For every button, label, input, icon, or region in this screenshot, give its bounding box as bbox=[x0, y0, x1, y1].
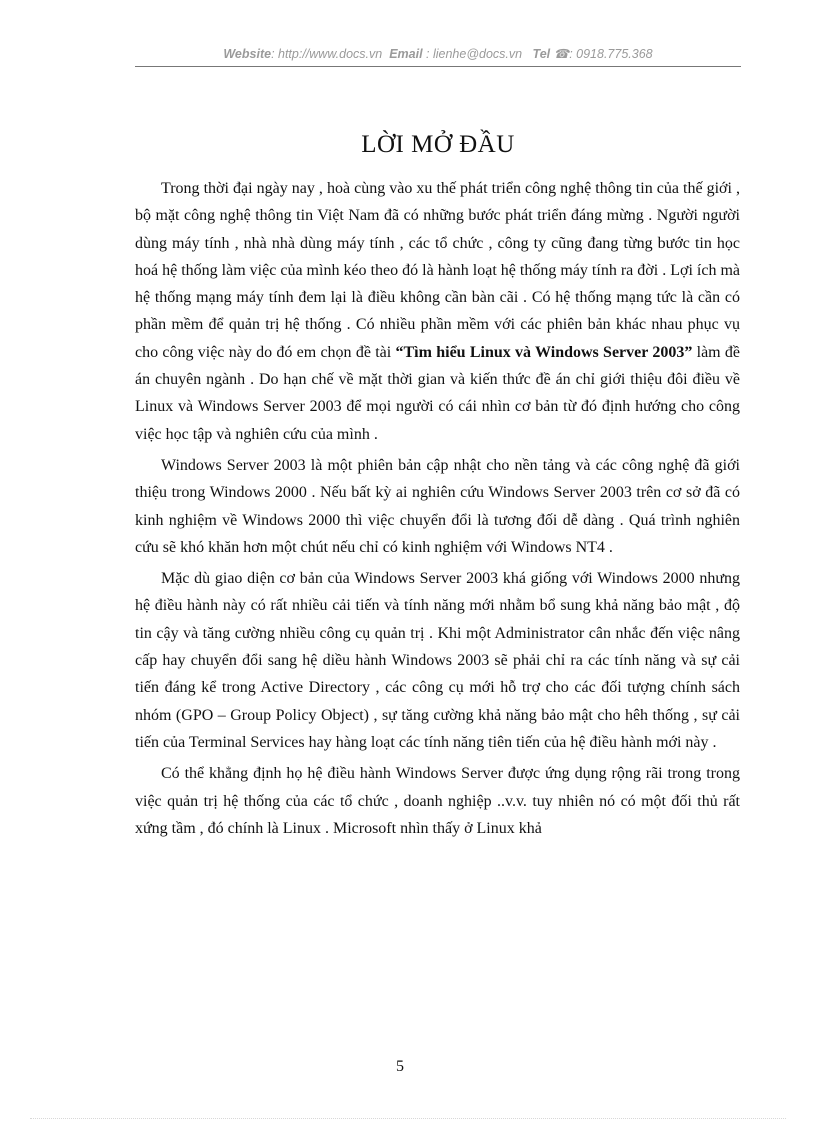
paragraph-1-text: Trong thời đại ngày nay , hoà cùng vào xu thế phát triển công nghệ thông tin của thế giới , bộ mặt công nghệ thông tin Việt Nam đã có những bước phát triển đáng mừng . Người người dùng máy tính , nhà nhà dùng máy tính , các tổ chức , công ty cũng đang từng bước tin học hoá hệ thống làm việc của mình kéo theo đó là hành loạt hệ thống máy tính ra đời . Lợi ích mà hệ thống mạng máy tính đem lại là điều không cần bàn cãi . Có hệ thống mạng tức là cần có phần mềm để quản trị hệ thống . Có nhiều phần mềm với các phiên bản khác nhau phục vụ cho công việc này do đó em chọn đề tài bbox=[135, 180, 740, 361]
email-label: Email bbox=[389, 47, 423, 61]
page-title: LỜI MỞ ĐẦU bbox=[361, 131, 515, 158]
paragraph-1-continued: làm đề án chuyên ngành . Do hạn chế về mặt thời gian và kiến thức đề án chỉ giới thiệu đôi điều về Linux và Windows Server 2003 để mọi người có cái nhìn cơ bản từ đó định hướng cho công việc học tập và nghiên cứu của mình . bbox=[135, 343, 740, 443]
topic-title: “Tìm hiểu Linux và Windows Server 2003” bbox=[395, 343, 693, 361]
website-label: Website bbox=[223, 47, 272, 61]
page-header bbox=[135, 46, 741, 61]
phone-icon: ☎ bbox=[553, 47, 570, 61]
tel-value: : 0918.775.368 bbox=[569, 47, 653, 61]
page-number: 5 bbox=[396, 1058, 404, 1075]
document-body bbox=[135, 175, 740, 842]
paragraph-2: Windows Server 2003 là một phiên bản cập nhật cho nền tảng và các công nghệ đã giới thiệu trong Windows 2000 . Nếu bất kỳ ai nghiên cứu Windows Server 2003 trên cơ sở đã có kinh nghiệm về Windows 2000 thì việc chuyển đổi là tương đối dễ dàng . Quá trình nghiên cứu sẽ khó khăn hơn một chút nếu chỉ có kinh nghiệm với Windows NT4 . bbox=[135, 456, 740, 556]
header-divider bbox=[135, 66, 741, 67]
tel-label: Tel bbox=[532, 47, 551, 61]
email-value: : lienhe@docs.vn bbox=[426, 47, 523, 61]
website-value: : http://www.docs.vn bbox=[271, 47, 383, 61]
footer-divider bbox=[30, 1118, 786, 1119]
paragraph-4: Có thể khẳng định họ hệ điều hành Windows Server được ứng dụng rộng rãi trong trong việc quản trị hệ thống của các tổ chức , doanh nghiệp ..v.v. tuy nhiên nó có một đối thủ rất xứng tầm , đó chính là Linux . Microsoft nhìn thấy ở Linux khả bbox=[135, 765, 740, 837]
paragraph-1 bbox=[135, 175, 740, 448]
paragraph-3: Mặc dù giao diện cơ bản của Windows Server 2003 khá giống với Windows 2000 nhưng hệ điều hành này có rất nhiều cải tiến và tính năng mới nhằm bổ sung khả năng bảo mật , độ tin cậy và tăng cường nhiều công cụ quản trị . Khi một Administrator cân nhắc đến việc nâng cấp hay chuyển đổi sang hệ diều hành Windows 2003 sẽ phải chỉ ra các tính năng và sự cải tiến đáng kể trong Active Directory , các công cụ mới hỗ trợ cho các đối tượng chính sách nhóm (GPO – Group Policy Object) , sự tăng cường khả năng bảo mật cho hêh thống , sự cải tiến của Terminal Services hay hàng loạt các tính năng tiên tiến của hệ điều hành mới này . bbox=[135, 570, 740, 751]
